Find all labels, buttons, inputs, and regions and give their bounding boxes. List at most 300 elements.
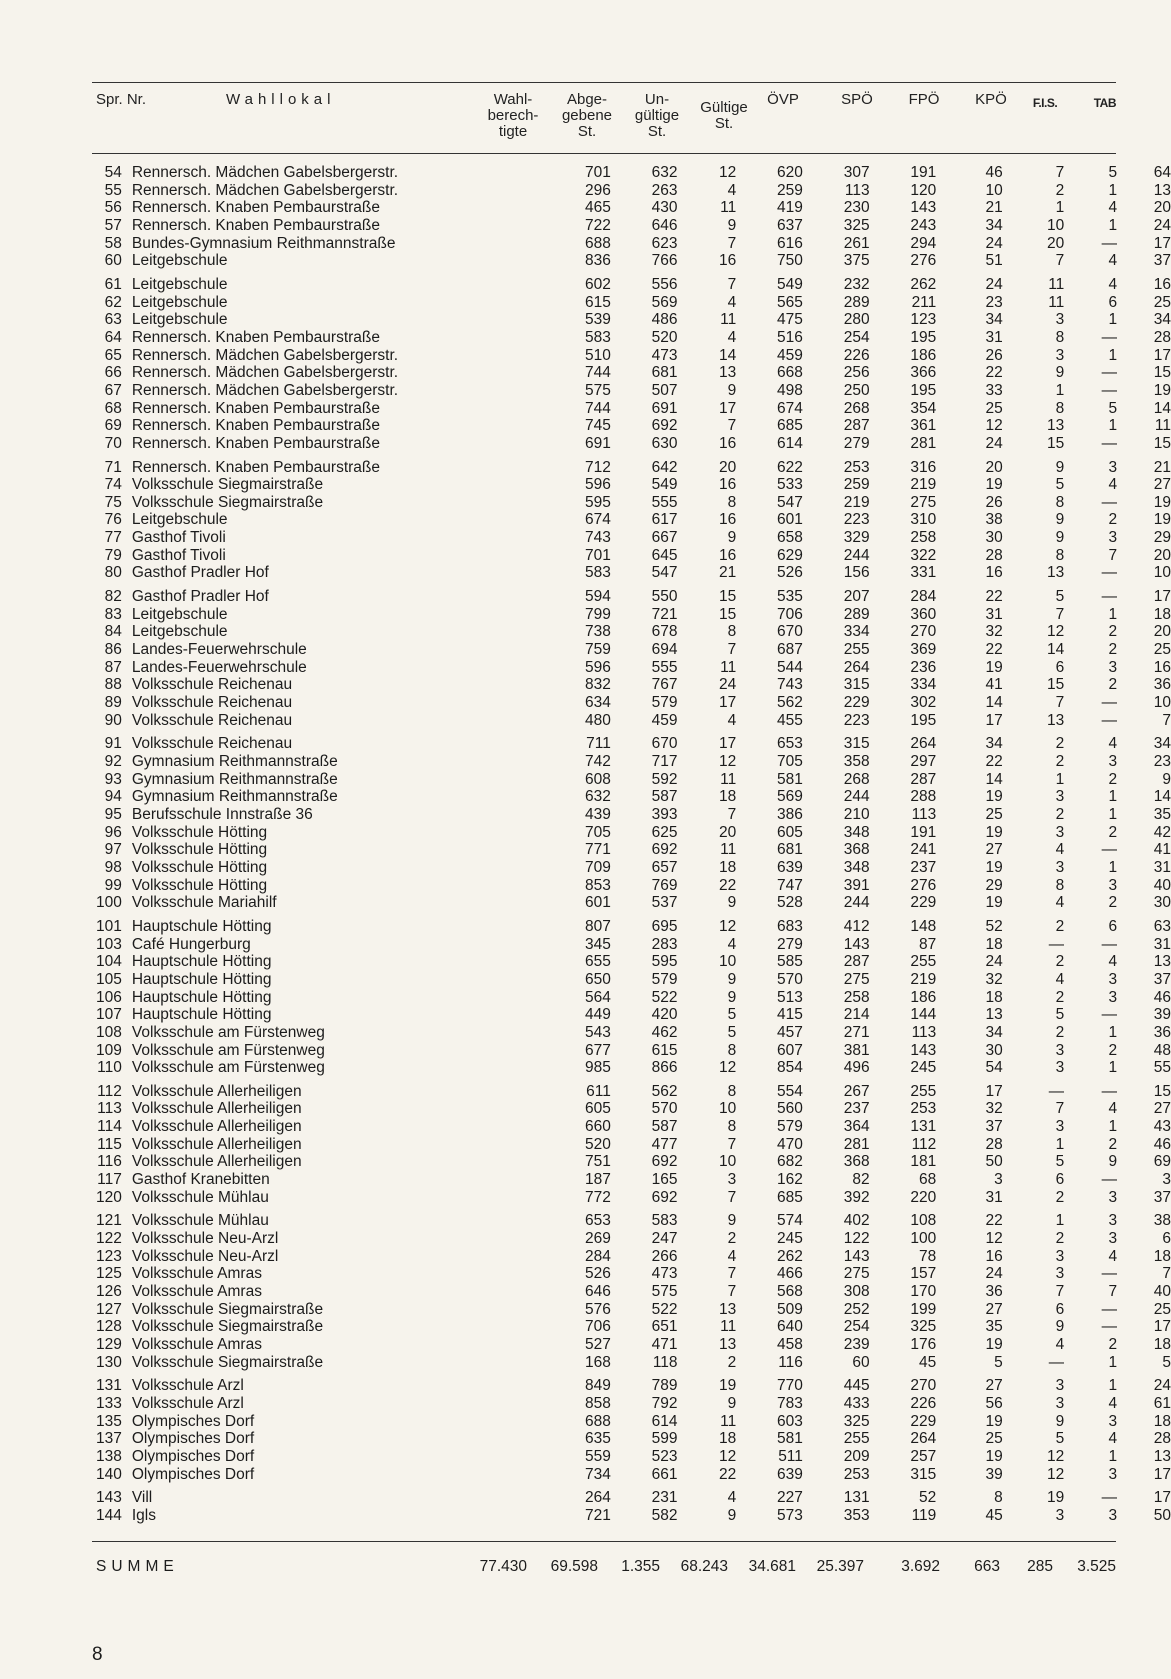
kpoe-votes: 12 xyxy=(1047,623,1065,641)
fpoe-votes: 17 xyxy=(985,1082,1003,1100)
fis-votes: — xyxy=(1101,434,1118,452)
fpoe-votes: 23 xyxy=(985,293,1003,311)
ungueltige: 4 xyxy=(727,935,737,953)
fis-votes: 7 xyxy=(1108,546,1118,564)
kpoe-votes: 1 xyxy=(1055,1212,1065,1230)
gueltige: 685 xyxy=(777,417,803,435)
oevp-votes: 214 xyxy=(843,1006,870,1024)
gueltige: 629 xyxy=(777,546,803,564)
wahllokal-name: Hauptschule Hötting xyxy=(131,1006,272,1024)
sprengel-number: 63 xyxy=(104,311,122,329)
header-abgegebene: Abge- gebene St. xyxy=(561,91,613,140)
gueltige: 565 xyxy=(777,293,803,311)
abgegebene: 646 xyxy=(651,216,678,234)
tab-votes: 23 xyxy=(1153,753,1171,770)
gueltige: 498 xyxy=(777,381,803,399)
ungueltige: 13 xyxy=(718,364,737,382)
sprengel-number: 64 xyxy=(104,328,122,346)
abgegebene: 789 xyxy=(651,1377,678,1395)
table-row xyxy=(92,824,1171,842)
gueltige: 162 xyxy=(777,1171,803,1189)
gueltige: 562 xyxy=(777,694,803,712)
spoe-votes: 78 xyxy=(919,1247,937,1265)
wahllokal-name: Vill xyxy=(131,1489,153,1507)
table-row xyxy=(92,859,1171,877)
spoe-votes: 123 xyxy=(910,311,937,329)
kpoe-votes: 20 xyxy=(1047,234,1065,252)
oevp-votes: 258 xyxy=(843,988,870,1006)
kpoe-votes: 2 xyxy=(1055,988,1065,1006)
abgegebene: 769 xyxy=(651,876,678,894)
abgegebene: 623 xyxy=(651,234,678,252)
wahlberechtigte: 772 xyxy=(584,1188,611,1206)
oevp-votes: 348 xyxy=(843,858,870,876)
kpoe-votes: 2 xyxy=(1055,1230,1065,1248)
tab-votes: 13 xyxy=(1153,953,1171,971)
wahllokal-name: Volksschule Reichenau xyxy=(131,676,293,694)
wahlberechtigte: 526 xyxy=(584,1265,611,1283)
spoe-votes: 113 xyxy=(911,805,937,823)
table-row xyxy=(92,841,1171,859)
header-oevp: ÖVP xyxy=(767,91,799,108)
tab-votes: 42 xyxy=(1153,823,1171,841)
ungueltige: 10 xyxy=(718,1153,737,1171)
tab-votes: 15 xyxy=(1153,1082,1171,1100)
wahllokal-name: Landes-Feuerwehrschule xyxy=(131,658,307,676)
abgegebene: 523 xyxy=(651,1447,678,1465)
ungueltige: 11 xyxy=(720,770,737,788)
spoe-votes: 229 xyxy=(910,1412,937,1430)
abgegebene: 555 xyxy=(651,658,678,676)
wahlberechtigte: 706 xyxy=(584,1318,611,1336)
fpoe-votes: 29 xyxy=(985,876,1003,894)
kpoe-votes: 8 xyxy=(1055,493,1065,511)
table-row xyxy=(92,1059,1171,1077)
oevp-votes: 226 xyxy=(843,346,870,364)
abgegebene: 645 xyxy=(651,546,678,564)
fis-votes: 3 xyxy=(1108,1188,1118,1206)
tab-votes: 28 xyxy=(1153,328,1171,346)
fpoe-votes: 25 xyxy=(985,1430,1003,1448)
header-gueltige: Gültige St. xyxy=(700,99,748,132)
tab-votes: 18 xyxy=(1153,1412,1171,1430)
wahllokal-name: Volksschule Neu-Arzl xyxy=(131,1230,279,1248)
wahllokal-name: Volksschule Hötting xyxy=(131,876,268,894)
wahlberechtigte: 465 xyxy=(584,199,611,217)
kpoe-votes: — xyxy=(1048,1082,1065,1100)
table-row xyxy=(92,1283,1171,1301)
spoe-votes: 211 xyxy=(911,293,937,311)
sprengel-number: 79 xyxy=(104,546,122,564)
abgegebene: 569 xyxy=(651,293,678,311)
fis-votes: 6 xyxy=(1108,917,1118,935)
sprengel-number: 135 xyxy=(95,1412,122,1430)
ungueltige: 7 xyxy=(727,1265,737,1283)
fis-votes: 3 xyxy=(1108,529,1118,547)
tab-votes: 3 xyxy=(1162,1171,1171,1189)
fpoe-votes: 18 xyxy=(985,935,1003,953)
kpoe-votes: 7 xyxy=(1055,252,1065,270)
wahlberechtigte: 168 xyxy=(584,1353,611,1371)
ungueltige: 22 xyxy=(718,876,737,894)
wahlberechtigte: 575 xyxy=(584,381,611,399)
oevp-votes: 255 xyxy=(843,1430,870,1448)
kpoe-votes: 4 xyxy=(1055,970,1065,988)
kpoe-votes: 1 xyxy=(1055,199,1065,217)
kpoe-votes: 13 xyxy=(1047,564,1065,582)
wahllokal-name: Leitgebschule xyxy=(131,252,228,270)
spoe-votes: 195 xyxy=(910,328,937,346)
fpoe-votes: 50 xyxy=(985,1153,1003,1171)
summe-oevp: 34.681 xyxy=(748,1558,796,1575)
spoe-votes: 236 xyxy=(910,658,937,676)
sprengel-number: 83 xyxy=(104,605,122,623)
ungueltige: 2 xyxy=(727,1230,737,1248)
table-row xyxy=(92,182,1171,200)
fpoe-votes: 27 xyxy=(985,841,1003,859)
sprengel-number: 87 xyxy=(104,658,122,676)
ungueltige: 11 xyxy=(720,841,737,859)
tab-votes: 18 xyxy=(1153,1247,1171,1265)
table-row xyxy=(92,641,1171,659)
gueltige: 526 xyxy=(777,564,803,582)
gueltige: 227 xyxy=(777,1489,803,1507)
kpoe-votes: 10 xyxy=(1047,216,1065,234)
abgegebene: 767 xyxy=(651,676,678,694)
fis-votes: 1 xyxy=(1108,181,1118,199)
oevp-votes: 255 xyxy=(843,641,870,659)
wahllokal-name: Volksschule Neu-Arzl xyxy=(131,1247,279,1265)
wahllokal-name: Volksschule Allerheiligen xyxy=(131,1135,302,1153)
abgegebene: 562 xyxy=(651,1082,678,1100)
sprengel-number: 58 xyxy=(104,234,122,252)
tab-votes: 17 xyxy=(1153,588,1171,606)
gueltige: 574 xyxy=(777,1212,803,1230)
abgegebene: 556 xyxy=(651,275,678,293)
tab-votes: 7 xyxy=(1162,1265,1171,1283)
gueltige: 685 xyxy=(777,1188,803,1206)
sprengel-number: 122 xyxy=(95,1230,122,1248)
sprengel-number: 67 xyxy=(104,381,122,399)
fpoe-votes: 34 xyxy=(985,216,1003,234)
oevp-votes: 122 xyxy=(843,1230,870,1248)
table-row xyxy=(92,1354,1171,1372)
wahllokal-name: Gymnasium Reithmannstraße xyxy=(131,753,338,770)
sprengel-number: 127 xyxy=(95,1300,122,1318)
wahllokal-name: Hauptschule Hötting xyxy=(131,970,272,988)
fpoe-votes: 19 xyxy=(985,1447,1003,1465)
tab-votes: 36 xyxy=(1153,1023,1171,1041)
spoe-votes: 245 xyxy=(910,1059,937,1077)
sprengel-number: 56 xyxy=(104,199,122,217)
gueltige: 509 xyxy=(777,1300,803,1318)
gueltige: 459 xyxy=(777,346,803,364)
wahlberechtigte: 711 xyxy=(586,735,611,753)
tab-votes: 46 xyxy=(1153,1135,1171,1153)
ungueltige: 7 xyxy=(727,805,737,823)
fis-votes: — xyxy=(1101,588,1118,606)
wahlberechtigte: 751 xyxy=(584,1153,611,1171)
fis-votes: 4 xyxy=(1108,476,1118,494)
spoe-votes: 302 xyxy=(910,694,937,712)
abgegebene: 695 xyxy=(651,917,678,935)
table-row xyxy=(92,1189,1171,1207)
fpoe-votes: 22 xyxy=(985,1212,1003,1230)
fpoe-votes: 19 xyxy=(985,788,1003,806)
fpoe-votes: 25 xyxy=(985,805,1003,823)
table-row xyxy=(92,1153,1171,1171)
spoe-votes: 270 xyxy=(910,1377,937,1395)
kpoe-votes: 2 xyxy=(1055,1188,1065,1206)
tab-votes: 15 xyxy=(1153,434,1171,452)
gueltige: 262 xyxy=(777,1247,803,1265)
gueltige: 681 xyxy=(777,841,803,859)
wahllokal-name: Volksschule Siegmairstraße xyxy=(131,1300,324,1318)
abgegebene: 661 xyxy=(651,1465,678,1483)
abgegebene: 537 xyxy=(651,894,678,912)
spoe-votes: 288 xyxy=(910,788,937,806)
spoe-votes: 310 xyxy=(910,511,937,529)
kpoe-votes: 3 xyxy=(1055,1377,1065,1395)
gueltige: 533 xyxy=(777,476,803,494)
kpoe-votes: 7 xyxy=(1055,1100,1065,1118)
fis-votes: 4 xyxy=(1108,1430,1118,1448)
wahlberechtigte: 705 xyxy=(584,823,611,841)
wahlberechtigte: 858 xyxy=(584,1394,611,1412)
fpoe-votes: 31 xyxy=(985,605,1003,623)
kpoe-votes: 5 xyxy=(1055,1153,1065,1171)
fpoe-votes: 19 xyxy=(985,476,1003,494)
fis-votes: 3 xyxy=(1108,458,1118,476)
wahlberechtigte: 701 xyxy=(584,164,611,181)
wahllokal-name: Landes-Feuerwehrschule xyxy=(131,641,307,659)
gueltige: 639 xyxy=(777,1465,803,1483)
fpoe-votes: 17 xyxy=(985,711,1003,729)
abgegebene: 247 xyxy=(651,1230,678,1248)
gueltige: 581 xyxy=(777,770,803,788)
abgegebene: 473 xyxy=(651,346,678,364)
fis-votes: 3 xyxy=(1108,1230,1118,1248)
wahllokal-name: Volksschule Mühlau xyxy=(131,1188,269,1206)
tab-votes: 10 xyxy=(1153,564,1171,582)
oevp-votes: 113 xyxy=(844,181,870,199)
tab-votes: 30 xyxy=(1153,894,1171,912)
ungueltige: 4 xyxy=(727,328,737,346)
table-row xyxy=(92,1466,1171,1484)
fpoe-votes: 51 xyxy=(985,252,1003,270)
tab-votes: 61 xyxy=(1153,1394,1171,1412)
wahllokal-name: Hauptschule Hötting xyxy=(131,917,272,935)
kpoe-votes: 8 xyxy=(1055,328,1065,346)
kpoe-votes: 3 xyxy=(1055,1394,1065,1412)
ungueltige: 20 xyxy=(718,458,737,476)
kpoe-votes: 9 xyxy=(1055,1318,1065,1336)
table-row xyxy=(92,894,1171,912)
wahlberechtigte: 691 xyxy=(584,434,611,452)
fis-votes: — xyxy=(1101,1265,1118,1283)
wahlberechtigte: 601 xyxy=(584,894,611,912)
wahlberechtigte: 632 xyxy=(584,788,611,806)
fis-votes: — xyxy=(1101,1489,1118,1507)
fis-votes: 2 xyxy=(1108,894,1118,912)
oevp-votes: 271 xyxy=(843,1023,870,1041)
wahlberechtigte: 269 xyxy=(584,1230,611,1248)
fpoe-votes: 39 xyxy=(985,1465,1003,1483)
results-table xyxy=(92,164,1171,1525)
ungueltige: 4 xyxy=(727,181,737,199)
ungueltige: 4 xyxy=(727,293,737,311)
tab-votes: 17 xyxy=(1153,346,1171,364)
wahllokal-name: Olympisches Dorf xyxy=(131,1465,255,1483)
abgegebene: 507 xyxy=(651,381,678,399)
oevp-votes: 219 xyxy=(843,493,870,511)
fpoe-votes: 30 xyxy=(985,1041,1003,1059)
table-row xyxy=(92,694,1171,712)
fpoe-votes: 21 xyxy=(985,199,1003,217)
gueltige: 674 xyxy=(777,399,803,417)
wahlberechtigte: 650 xyxy=(584,970,611,988)
tab-votes: 18 xyxy=(1153,605,1171,623)
header-spr-nr: Spr. Nr. xyxy=(96,91,147,108)
oevp-votes: 156 xyxy=(843,564,870,582)
table-row xyxy=(92,606,1171,624)
kpoe-votes: 3 xyxy=(1055,1506,1065,1524)
fis-votes: 4 xyxy=(1108,953,1118,971)
spoe-votes: 253 xyxy=(910,1100,937,1118)
oevp-votes: 315 xyxy=(843,676,870,694)
gueltige: 854 xyxy=(777,1059,803,1077)
oevp-votes: 230 xyxy=(843,199,870,217)
table-row xyxy=(92,623,1171,641)
table-row xyxy=(92,1395,1171,1413)
fpoe-votes: 5 xyxy=(994,1353,1003,1371)
sprengel-number: 88 xyxy=(104,676,122,694)
gueltige: 116 xyxy=(778,1353,803,1371)
gueltige: 573 xyxy=(777,1506,803,1524)
tab-votes: 41 xyxy=(1153,841,1171,859)
table-row xyxy=(92,806,1171,824)
wahlberechtigte: 596 xyxy=(584,476,611,494)
sprengel-number: 74 xyxy=(104,476,122,494)
fis-votes: 4 xyxy=(1108,735,1118,753)
gueltige: 475 xyxy=(777,311,803,329)
fpoe-votes: 19 xyxy=(985,823,1003,841)
spoe-votes: 264 xyxy=(910,1430,937,1448)
spoe-votes: 195 xyxy=(910,381,937,399)
ungueltige: 7 xyxy=(727,417,737,435)
oevp-votes: 244 xyxy=(843,546,870,564)
fpoe-votes: 34 xyxy=(985,735,1003,753)
wahlberechtigte: 594 xyxy=(584,588,611,606)
wahlberechtigte: 660 xyxy=(584,1118,611,1136)
wahllokal-name: Volksschule am Fürstenweg xyxy=(131,1059,325,1077)
wahlberechtigte: 284 xyxy=(584,1247,611,1265)
wahllokal-name: Café Hungerburg xyxy=(131,935,251,953)
abgegebene: 625 xyxy=(651,823,678,841)
abgegebene: 393 xyxy=(651,805,678,823)
sprengel-number: 131 xyxy=(95,1377,122,1395)
abgegebene: 570 xyxy=(651,1100,678,1118)
abgegebene: 263 xyxy=(651,181,678,199)
wahlberechtigte: 807 xyxy=(584,917,611,935)
wahlberechtigte: 701 xyxy=(584,546,611,564)
tab-votes: 7 xyxy=(1162,711,1171,729)
oevp-votes: 237 xyxy=(843,1100,870,1118)
oevp-votes: 60 xyxy=(852,1353,870,1371)
ungueltige: 2 xyxy=(727,1353,737,1371)
sprengel-number: 103 xyxy=(95,935,122,953)
ungueltige: 17 xyxy=(718,694,737,712)
sprengel-number: 140 xyxy=(95,1465,122,1483)
wahllokal-name: Volksschule Siegmairstraße xyxy=(131,1353,324,1371)
gueltige: 549 xyxy=(777,275,803,293)
tab-votes: 69 xyxy=(1153,1153,1171,1171)
abgegebene: 555 xyxy=(651,493,678,511)
abgegebene: 522 xyxy=(651,988,678,1006)
sprengel-number: 121 xyxy=(95,1212,122,1230)
spoe-votes: 148 xyxy=(910,917,937,935)
fis-votes: 9 xyxy=(1108,1153,1118,1171)
fis-votes: 1 xyxy=(1108,1353,1118,1371)
wahlberechtigte: 510 xyxy=(584,346,611,364)
kpoe-votes: 8 xyxy=(1055,546,1065,564)
oevp-votes: 143 xyxy=(843,935,870,953)
spoe-votes: 219 xyxy=(910,476,937,494)
ungueltige: 8 xyxy=(727,1041,737,1059)
wahllokal-name: Igls xyxy=(131,1506,156,1524)
sprengel-number: 54 xyxy=(104,164,122,181)
wahllokal-name: Rennersch. Knaben Pembaurstraße xyxy=(131,216,380,234)
wahllokal-name: Olympisches Dorf xyxy=(131,1430,255,1448)
wahlberechtigte: 596 xyxy=(584,658,611,676)
ungueltige: 11 xyxy=(720,1412,737,1430)
wahllokal-name: Olympisches Dorf xyxy=(131,1412,255,1430)
kpoe-votes: 2 xyxy=(1055,1023,1065,1041)
table-row xyxy=(92,659,1171,677)
fpoe-votes: 30 xyxy=(985,529,1003,547)
abgegebene: 165 xyxy=(651,1171,678,1189)
spoe-votes: 354 xyxy=(910,399,937,417)
abgegebene: 592 xyxy=(651,770,678,788)
sprengel-number: 99 xyxy=(104,876,122,894)
ungueltige: 12 xyxy=(718,1059,737,1077)
table-row xyxy=(92,753,1171,771)
fis-votes: 3 xyxy=(1108,1506,1118,1524)
tab-votes: 13 xyxy=(1153,181,1171,199)
sprengel-number: 69 xyxy=(104,417,122,435)
fpoe-votes: 13 xyxy=(985,1006,1003,1024)
spoe-votes: 100 xyxy=(910,1230,937,1248)
sprengel-number: 76 xyxy=(104,511,122,529)
ungueltige: 9 xyxy=(727,381,737,399)
kpoe-votes: 8 xyxy=(1055,876,1065,894)
kpoe-votes: 4 xyxy=(1055,1336,1065,1353)
sprengel-number: 112 xyxy=(97,1082,122,1100)
ungueltige: 11 xyxy=(720,311,737,329)
gueltige: 569 xyxy=(777,788,803,806)
summe-tab: 3.525 xyxy=(1077,1558,1116,1575)
kpoe-votes: 13 xyxy=(1047,417,1065,435)
table-row xyxy=(92,788,1171,806)
wahlberechtigte: 744 xyxy=(584,399,611,417)
gueltige: 245 xyxy=(777,1230,803,1248)
oevp-votes: 412 xyxy=(843,917,870,935)
spoe-votes: 68 xyxy=(919,1171,937,1189)
fpoe-votes: 12 xyxy=(985,417,1003,435)
wahllokal-name: Leitgebschule xyxy=(131,293,228,311)
fis-votes: 1 xyxy=(1108,858,1118,876)
wahlberechtigte: 709 xyxy=(584,858,611,876)
